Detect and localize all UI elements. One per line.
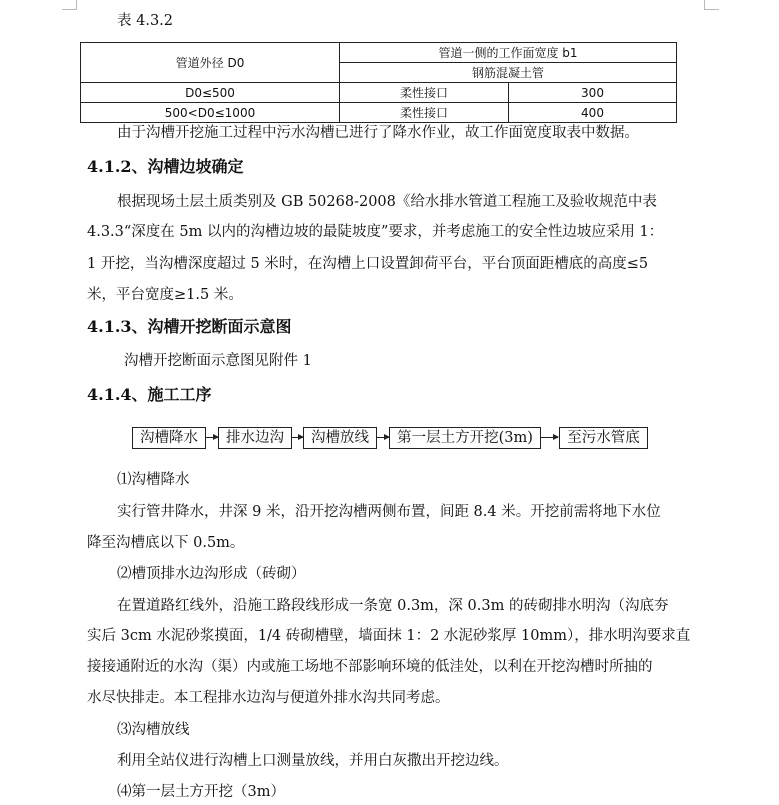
- paragraph-line: 在置道路红线外，沿施工路段线形成一条宽 0.3m，深 0.3m 的砖砌排水明沟（沟底夯: [117, 598, 669, 614]
- paragraph-line: 根据现场土层土质类别及 GB 50268-2008《给水排水管道工程施工及验收规范中表: [117, 194, 657, 210]
- paragraph-line: 接接通附近的水沟（渠）内或施工场地不部影响环境的低洼处，以利在开挖沟槽时所抽的: [87, 659, 653, 675]
- work-width-table: [80, 42, 677, 123]
- flow-step-layout: 沟槽放线: [303, 427, 377, 449]
- section-heading-4-1-2: 4.1.2、沟槽边坡确定: [87, 157, 244, 176]
- table-row: [81, 83, 677, 103]
- cell-joint: 柔性接口: [340, 83, 509, 103]
- table-note: 由于沟槽开挖施工过程中污水沟槽已进行了降水作业，故工作面宽度取表中数据。: [117, 125, 639, 141]
- paragraph-line: 4.3.3“深度在 5m 以内的沟槽边坡的最陡坡度”要求，并考虑施工的安全性边坡应采用 1：: [87, 224, 664, 240]
- step-title: ⑵槽顶排水边沟形成（砖砌）: [117, 566, 306, 582]
- flow-step-drainage-ditch: 排水边沟: [218, 427, 292, 449]
- cell-width: 300: [509, 83, 677, 103]
- flow-step-to-pipe-bottom: 至污水管底: [559, 427, 648, 449]
- cell-width: 400: [509, 103, 677, 123]
- paragraph-line: 水尽快排走。本工程排水边沟与便道外排水沟共同考虑。: [87, 690, 450, 706]
- section-heading-4-1-4: 4.1.4、施工工序: [87, 385, 212, 404]
- header-work-width: 管道一侧的工作面宽度 b1: [340, 43, 677, 63]
- paragraph-line: 实行管井降水，井深 9 米，沿开挖沟槽两侧布置，间距 8.4 米。开挖前需将地下水位: [117, 504, 661, 520]
- header-outer-diameter: 管道外径 D0: [81, 43, 340, 83]
- flow-arrow: [292, 437, 303, 438]
- paragraph-line: 米，平台宽度≥1.5 米。: [87, 287, 243, 303]
- step-title: ⑷第一层土方开挖（3m）: [117, 784, 285, 800]
- section-heading-4-1-3: 4.1.3、沟槽开挖断面示意图: [87, 317, 292, 336]
- table-caption: 表 4.3.2: [117, 13, 174, 29]
- flow-arrow: [541, 437, 558, 438]
- crop-mark-left: [62, 0, 77, 10]
- flow-arrow: [206, 437, 218, 438]
- table-row: [81, 103, 677, 123]
- paragraph-line: 利用全站仪进行沟槽上口测量放线，并用白灰撒出开挖边线。: [117, 753, 509, 769]
- header-concrete-pipe: 钢筋混凝土管: [340, 63, 677, 83]
- paragraph-line: 实后 3cm 水泥砂浆摸面，1/4 砖砌槽壁，墙面抹 1：2 水泥砂浆厚 10mm），排水明沟要求直: [87, 628, 691, 644]
- flow-step-dewatering: 沟槽降水: [132, 427, 206, 449]
- paragraph-line: 沟槽开挖断面示意图见附件 1: [124, 353, 312, 369]
- crop-mark-right: [704, 0, 719, 10]
- cell-diameter: D0≤500: [81, 83, 340, 103]
- cell-diameter: 500<D0≤1000: [81, 103, 340, 123]
- step-title: ⑶沟槽放线: [117, 722, 190, 738]
- flow-arrow: [377, 437, 389, 438]
- cell-joint: 柔性接口: [340, 103, 509, 123]
- paragraph-line: 1 开挖，当沟槽深度超过 5 米时，在沟槽上口设置卸荷平台，平台顶面距槽底的高度≤5: [87, 256, 649, 272]
- step-title: ⑴沟槽降水: [117, 472, 190, 488]
- flow-step-first-excavation: 第一层土方开挖(3m): [389, 427, 541, 449]
- paragraph-line: 降至沟槽底以下 0.5m。: [87, 535, 245, 551]
